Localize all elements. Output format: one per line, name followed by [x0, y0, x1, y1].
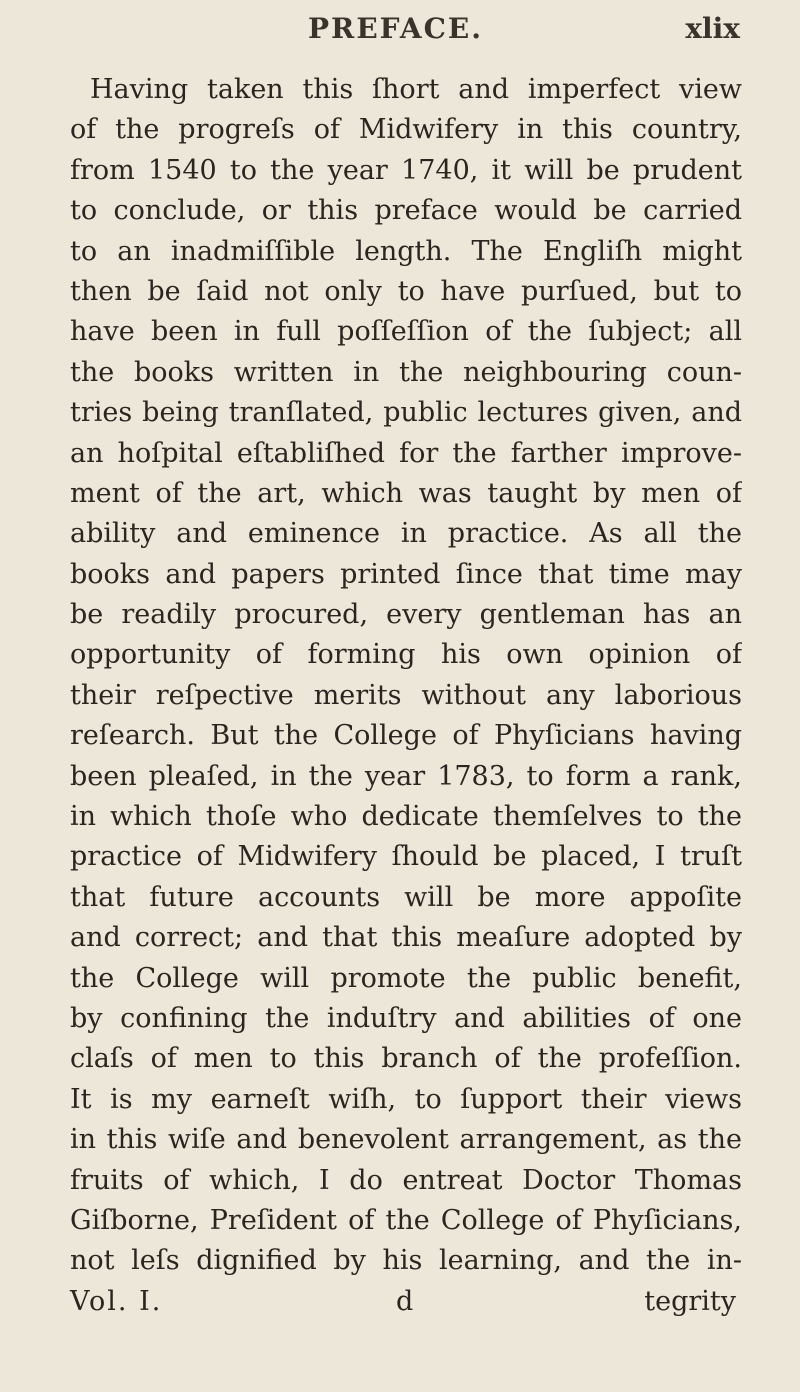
text-line: that future accounts will be more appoſite	[70, 881, 742, 913]
text-line: reſearch. But the College of Phyſicians having	[70, 720, 742, 752]
text-line: It is my earneſt wiſh, to ſupport their views	[70, 1083, 742, 1115]
text-line: been pleaſed, in the year 1783, to form a rank,	[70, 760, 742, 792]
text-line: ability and eminence in practice. As all the	[70, 518, 742, 550]
text-line: tries being tranſlated, public lectures given, and	[70, 397, 742, 429]
body-text	[70, 70, 742, 1282]
text-line: to an inadmiſſible length. The Engliſh might	[70, 235, 742, 267]
text-line: by confining the induſtry and abilities of one	[70, 1002, 742, 1034]
text-line: their reſpective merits without any laborious	[70, 679, 742, 711]
text-line: practice of Midwifery ſhould be placed, I truſt	[70, 841, 742, 873]
text-line: have been in full poſſeſſion of the ſubject; all	[70, 316, 742, 348]
text-line: opportunity of forming his own opinion of	[70, 639, 742, 671]
text-line: of the progreſs of Midwifery in this country,	[70, 114, 742, 146]
text-line: Having taken this ſhort and imperfect view	[90, 74, 742, 105]
text-line: fruits of which, I do entreat Doctor Thomas	[70, 1164, 742, 1196]
running-head	[70, 0, 742, 70]
text-line: the books written in the neighbouring coun-	[70, 356, 742, 388]
text-line: in which thoſe who dedicate themſelves to the	[70, 801, 742, 833]
text-line: ment of the art, which was taught by men of	[70, 477, 742, 509]
signature-mark: d	[396, 1285, 414, 1317]
text-line: an hoſpital eſtabliſhed for the farther improve-	[70, 437, 742, 469]
text-line: and correct; and that this meaſure adopted by	[70, 922, 742, 954]
running-title: PREFACE.	[308, 12, 484, 45]
text-line: Giſborne, Preſident of the College of Phyſicians,	[70, 1204, 742, 1236]
page-footer	[70, 1282, 742, 1322]
text-line: books and papers printed ſince that time may	[70, 558, 742, 590]
text-line: from 1540 to the year 1740, it will be prudent	[70, 154, 742, 186]
text-line: claſs of men to this branch of the profeſſion.	[70, 1043, 742, 1075]
text-line: in this wiſe and benevolent arrangement, as the	[70, 1124, 742, 1156]
text-line: not leſs dignified by his learning, and the in-	[70, 1245, 742, 1277]
catchword: tegrity	[644, 1285, 736, 1317]
text-line: then be ſaid not only to have purſued, but to	[70, 275, 742, 307]
text-line: to conclude, or this preface would be carried	[70, 195, 742, 227]
page-number: xlix	[685, 12, 740, 45]
volume-signature: Vol. I.	[70, 1285, 163, 1317]
text-line: the College will promote the public benefit,	[70, 962, 742, 994]
text-line: be readily procured, every gentleman has an	[70, 599, 742, 631]
